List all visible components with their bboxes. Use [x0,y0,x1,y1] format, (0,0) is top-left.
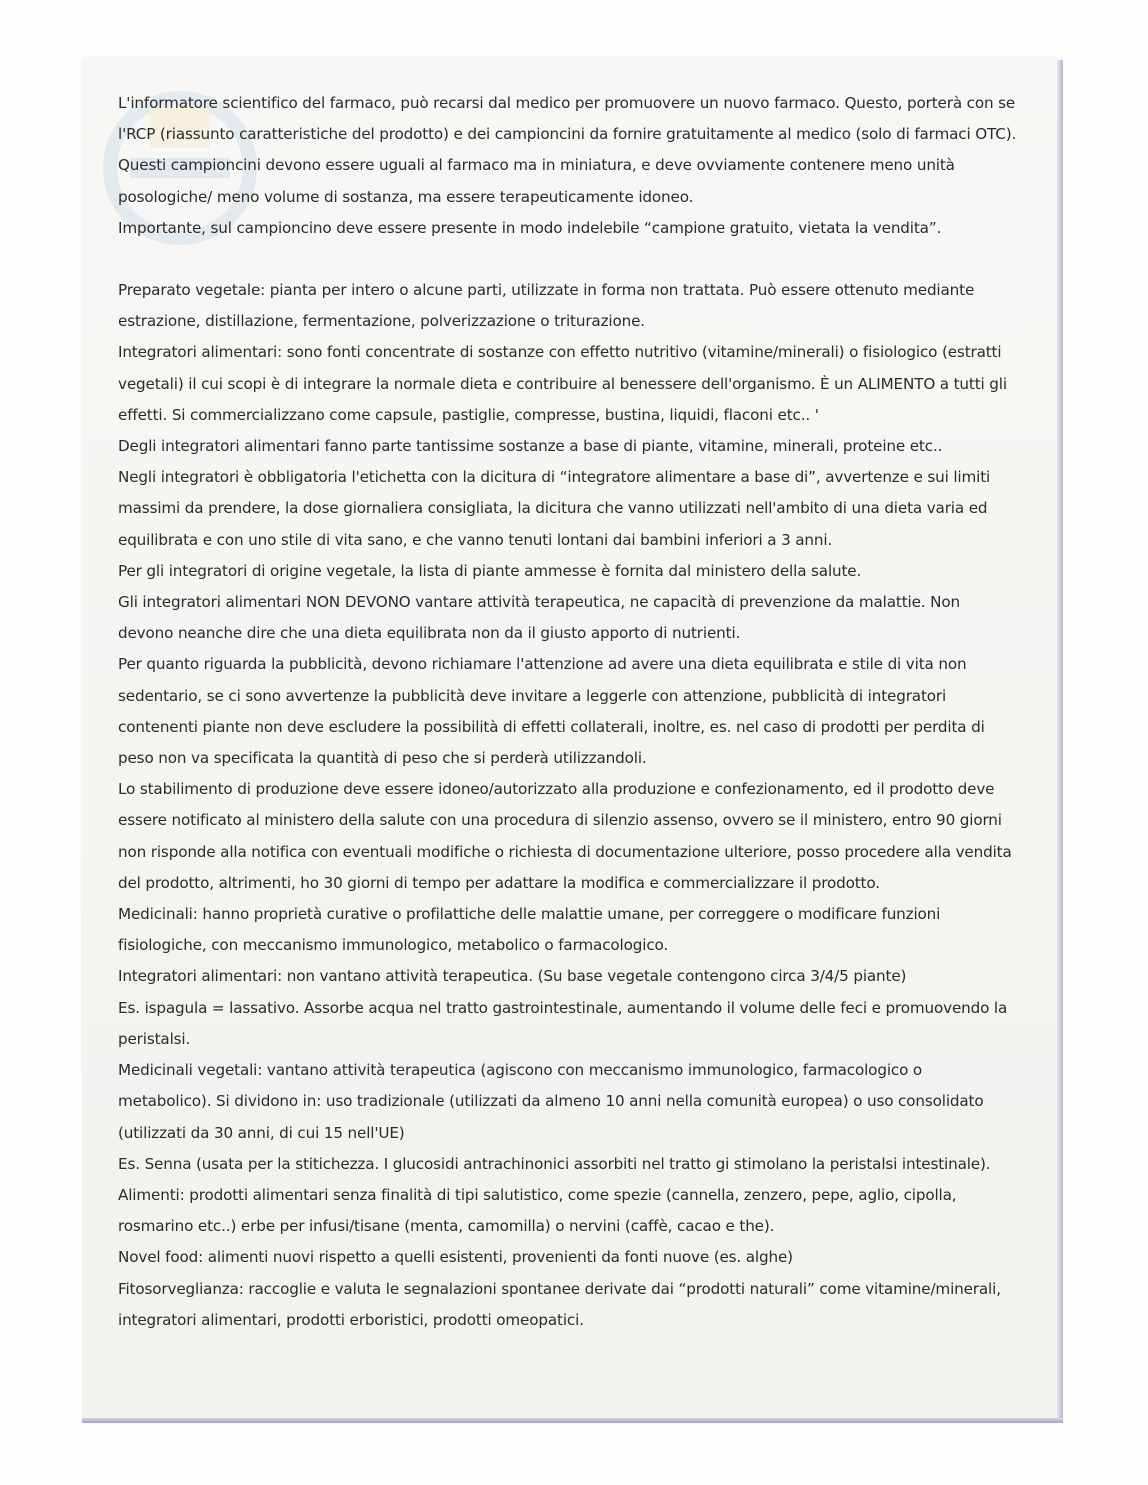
paragraph: Importante, sul campioncino deve essere presente in modo indelebile “campione gratuito, vietata la vendita”. [118,218,942,237]
document-body [118,88,1018,1336]
paragraph: Es. Senna (usata per la stitichezza. I glucosidi antrachinonici assorbiti nel tratto gi stimolano la peristalsi intestinale). [118,1154,991,1173]
paragraph: L'informatore scientifico del farmaco, può recarsi dal medico per promuovere un nuovo farmaco. Questo, porterà con se l'RCP (riassunto caratteristiche del prodotto) e dei campioncini da fornire gratuitamente al medico (solo di farmaci OTC). [118,94,1017,144]
paragraph: Fitosorveglianza: raccoglie e valuta le segnalazioni spontanee derivate dai “prodotti naturali” come vitamine/minerali, integratori alimentari, prodotti erboristici, prodotti omeopatici. [118,1279,1001,1329]
paragraph: Per quanto riguarda la pubblicità, devono richiamare l'attenzione ad avere una dieta equilibrata e stile di vita non sedentario, se ci sono avvertenze la pubblicità deve invitare a leggerle con attenzione, pubblicità di integratori contenenti piante non deve escludere la possibilità di effetti collaterali, inoltre, es. nel caso di prodotti per perdita di peso non va specificata la quantità di peso che si perderà utilizzandoli. [118,655,985,768]
paragraph-gap [118,244,1018,275]
sheet-bottom-edge [82,1418,1063,1423]
paragraph: Negli integratori è obbligatoria l'etichetta con la dicitura di “integratore alimentare a base di”, avvertenze e sui limiti massimi da prendere, la dose giornaliera consigliata, la dicitura che vanno utilizzati nell'ambito di una dieta varia ed equilibrata e con uno stile di vita sano, e che vanno tenuti lontani dai bambini inferiori a 3 anni. [118,468,991,549]
paragraph: Per gli integratori di origine vegetale, la lista di piante ammesse è fornita dal ministero della salute. [118,561,862,580]
sheet-right-edge [1057,60,1063,1422]
paragraph: Novel food: alimenti nuovi rispetto a quelli esistenti, provenienti da fonti nuove (es. alghe) [118,1248,793,1267]
paragraph: Preparato vegetale: pianta per intero o alcune parti, utilizzate in forma non trattata. Può essere ottenuto mediante estrazione, distillazione, fermentazione, polverizzazione o triturazione. [118,281,975,331]
paragraph: Medicinali: hanno proprietà curative o profilattiche delle malattie umane, per correggere o modificare funzioni fisiologiche, con meccanismo immunologico, metabolico o farmacologico. [118,905,941,955]
paragraph: Integratori alimentari: non vantano attività terapeutica. (Su base vegetale contengono circa 3/4/5 piante) [118,967,907,986]
paragraph: Medicinali vegetali: vantano attività terapeutica (agiscono con meccanismo immunologico, farmacologico o metabolico). Si dividono in: uso tradizionale (utilizzati da almeno 10 anni nella comunità europea) o uso consolidato (utilizzati da 30 anni, di cui 15 nell'UE) [118,1061,984,1142]
paragraph: Integratori alimentari: sono fonti concentrate di sostanze con effetto nutritivo (vitamine/minerali) o fisiologico (estratti vegetali) il cui scopi è di integrare la normale dieta e contribuire al benessere dell'organismo. È un ALIMENTO a tutti gli effetti. Si commercializzano come capsule, pastiglie, compresse, bustina, liquidi, flaconi etc.. ' [118,343,1007,424]
paragraph: Alimenti: prodotti alimentari senza finalità di tipi salutistico, come spezie (cannella, zenzero, pepe, aglio, cipolla, rosmarino etc..) erbe per infusi/tisane (menta, camomilla) o nervini (caffè, cacao e the). [118,1185,957,1236]
paragraph: Es. ispagula = lassativo. Assorbe acqua nel tratto gastrointestinale, aumentando il volume delle feci e promuovendo la peristalsi. [118,998,1008,1048]
paragraph: Degli integratori alimentari fanno parte tantissime sostanze a base di piante, vitamine, minerali, proteine etc.. [118,437,943,456]
paragraph: Gli integratori alimentari NON DEVONO vantare attività terapeutica, ne capacità di prevenzione da malattie. Non devono neanche dire che una dieta equilibrata non da il giusto apporto di nutrienti. [118,593,960,643]
paragraph: Lo stabilimento di produzione deve essere idoneo/autorizzato alla produzione e confezionamento, ed il prodotto deve essere notificato al ministero della salute con una procedura di silenzio assenso, ovvero se il ministero, entro 90 giorni non risponde alla notifica con eventuali modifiche o richiesta di documentazione ulteriore, posso procedere alla vendita del prodotto, altrimenti, ho 30 giorni di tempo per adattare la modifica e commercializzare il prodotto. [118,780,1012,892]
paragraph: Questi campioncini devono essere uguali al farmaco ma in miniatura, e deve ovviamente contenere meno unità posologiche/ meno volume di sostanza, ma essere terapeuticamente idoneo. [118,156,955,206]
